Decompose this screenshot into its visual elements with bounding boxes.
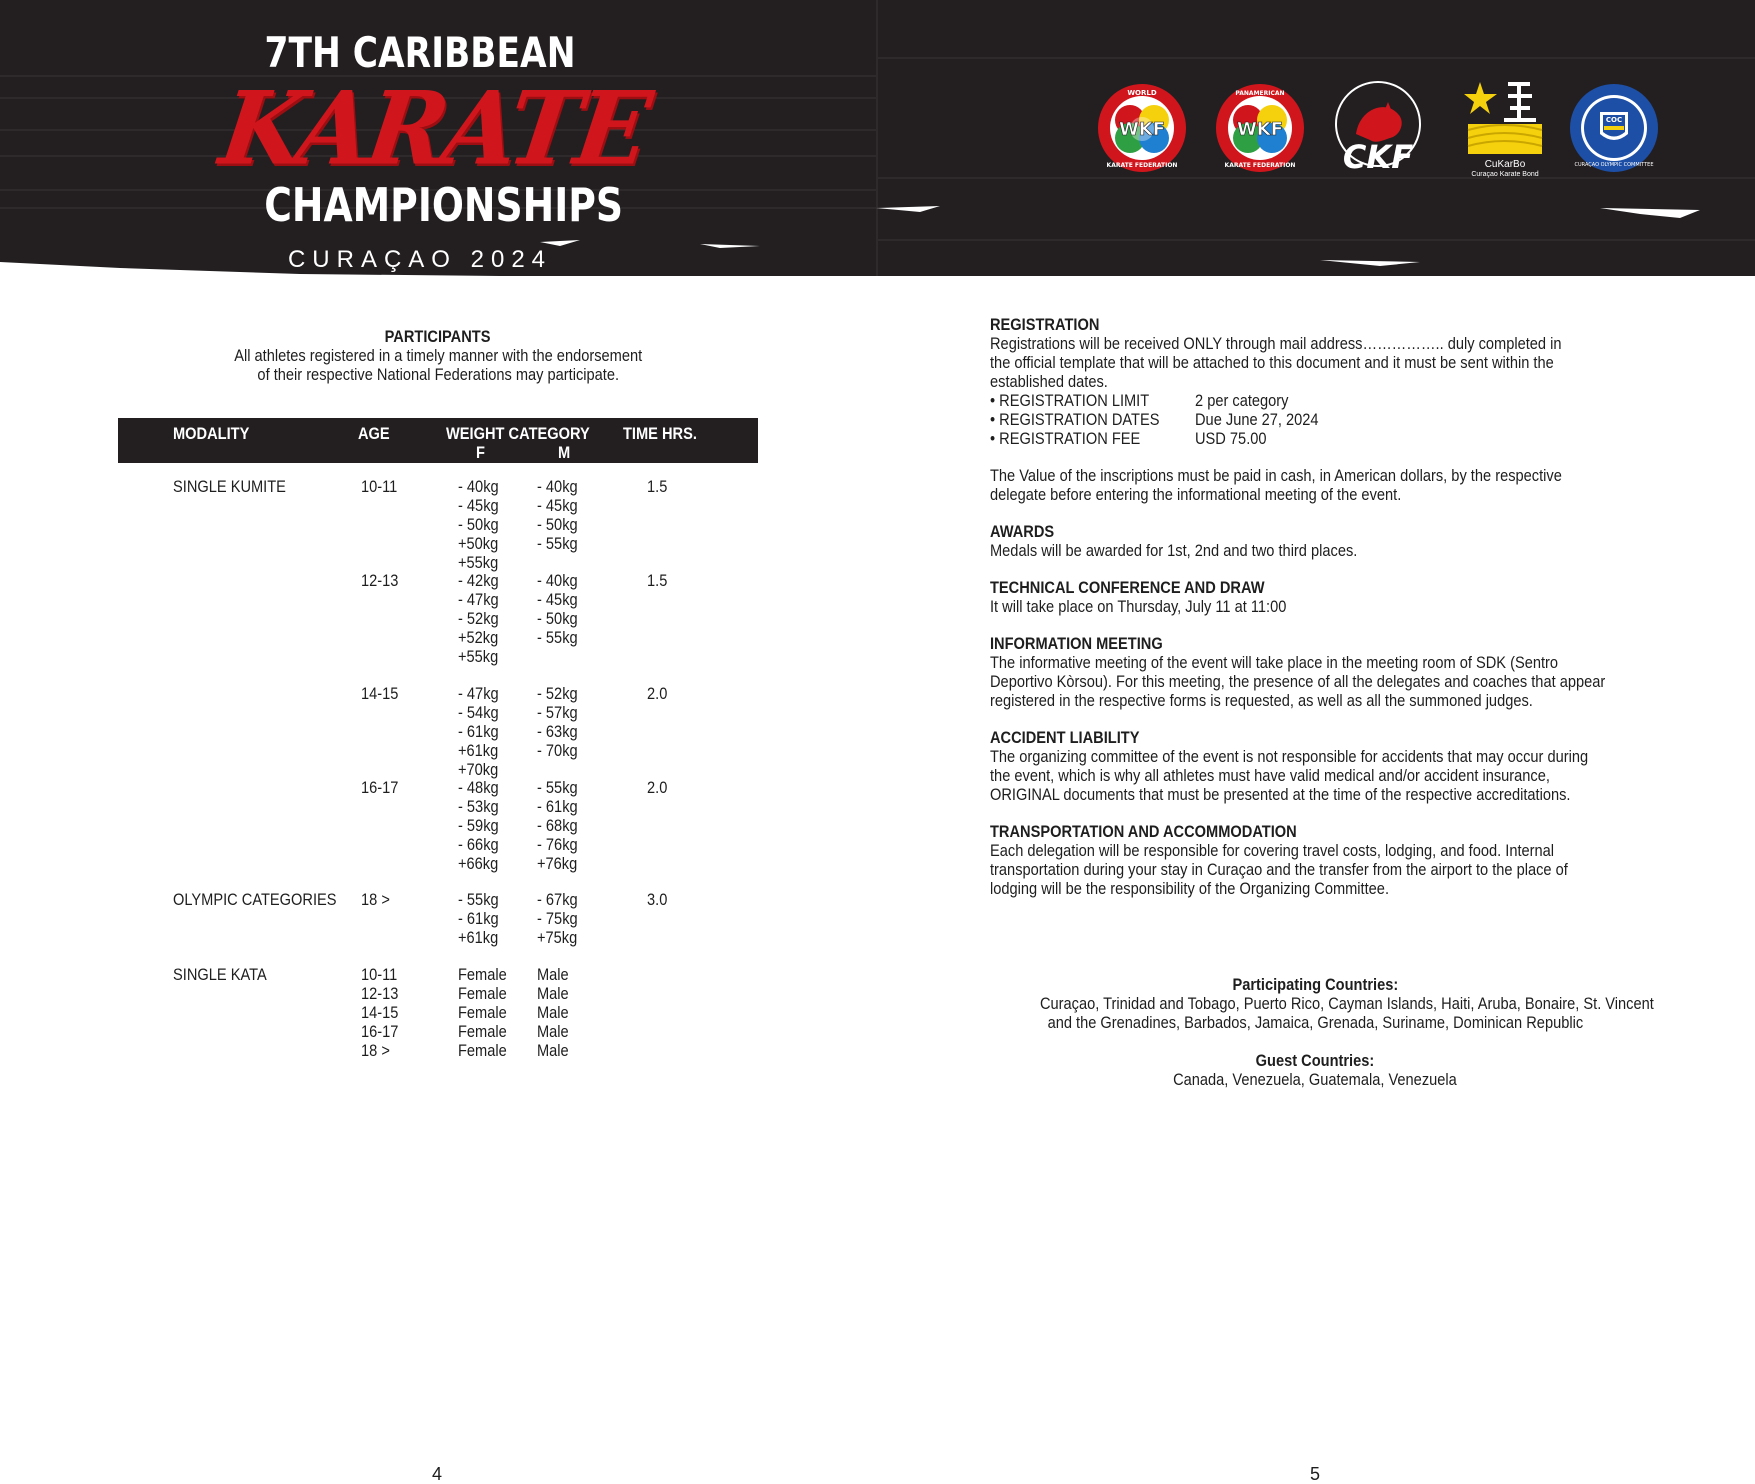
cell-age (361, 477, 403, 496)
cell-weight-f-value: - 61kg (458, 722, 499, 741)
cell-age-value: 18 > (361, 890, 390, 909)
cell-weight-f-value: - 48kg (458, 778, 499, 797)
cell-weight-m-value: Male (537, 965, 569, 984)
registration-dates-label: • REGISTRATION DATES (990, 410, 1160, 429)
participating-text-line: Curaçao, Trinidad and Tobago, Puerto Rico, Cayman Islands, Haiti, Aruba, Bonaire, St. Vincent (1039, 994, 1654, 1013)
cell-time (647, 571, 671, 590)
cell-modality (173, 965, 282, 984)
cell-weight-m-value: Male (537, 1041, 569, 1060)
transport-text-line: Each delegation will be responsible for covering travel costs, lodging, and food. Internal (990, 841, 1555, 860)
curacao-olympic-logo-icon (1568, 82, 1660, 174)
conference-section (990, 578, 1640, 616)
cell-weight-m-value: - 57kg (537, 703, 578, 722)
svg-text:KARATE FEDERATION: KARATE FEDERATION (1224, 162, 1296, 169)
table-header (118, 418, 758, 463)
registration-section (990, 315, 1640, 448)
cell-weight-m-value: - 70kg (537, 741, 578, 760)
cell-weight-m (537, 571, 584, 647)
cell-time (647, 890, 671, 909)
title-karate: KARATE (213, 69, 654, 188)
cell-age-value: 10-11 (361, 477, 398, 496)
svg-text:Curaçao Karate Bond: Curaçao Karate Bond (1471, 171, 1539, 178)
page-number-left: 4 (432, 1464, 443, 1484)
registration-limit-value: 2 per category (1195, 391, 1289, 410)
registration-text-line: the official template that will be attached to this document and it must be sent within the (990, 353, 1554, 372)
cell-weight-f-value: +55kg (458, 647, 499, 666)
cell-age (361, 965, 404, 1060)
cell-modality-value: OLYMPIC CATEGORIES (173, 890, 337, 909)
cell-weight-f-value: +61kg (458, 741, 499, 760)
cell-weight-f-value: +70kg (458, 760, 499, 779)
cell-weight-m-value: - 68kg (537, 816, 578, 835)
cell-weight-m-value: - 52kg (537, 684, 578, 703)
cell-weight-f-value: Female (458, 1003, 507, 1022)
transport-text-line: transportation during your stay in Curaçao and the transfer from the airport to the place of (990, 860, 1568, 879)
cell-age-value: 12-13 (361, 571, 399, 590)
cell-modality-value: SINGLE KUMITE (173, 477, 286, 496)
awards-title: AWARDS (990, 522, 1055, 541)
header-banner (0, 0, 1755, 285)
cell-weight-m (537, 965, 574, 1060)
cell-weight-f-value: - 54kg (458, 703, 499, 722)
cell-weight-f-value: - 50kg (458, 515, 499, 534)
cell-weight-f-value: +55kg (458, 553, 499, 572)
cell-time-value: 1.5 (647, 571, 668, 590)
event-title (213, 28, 654, 273)
wkf-world-logo-icon (1096, 82, 1188, 174)
cell-weight-m-value: - 67kg (537, 890, 578, 909)
countries-section (990, 975, 1654, 1089)
cell-age-value: 10-11 (361, 965, 398, 984)
cell-weight-f-value: - 59kg (458, 816, 499, 835)
cell-weight-m-value: +75kg (537, 928, 578, 947)
cell-weight-m-value: - 55kg (537, 628, 578, 647)
svg-text:CURAÇAO OLYMPIC COMMITTEE: CURAÇAO OLYMPIC COMMITTEE (1574, 162, 1654, 168)
cell-weight-f (458, 778, 505, 873)
cell-weight-m-value: - 50kg (537, 515, 578, 534)
cell-weight-m-value: - 50kg (537, 609, 578, 628)
cell-age-value: 16-17 (361, 1022, 399, 1041)
cell-weight-f (458, 571, 505, 666)
cell-weight-f-value: - 47kg (458, 684, 499, 703)
svg-text:COC: COC (1605, 116, 1623, 124)
svg-text:WKF: WKF (1236, 119, 1284, 140)
cell-age-value: 14-15 (361, 684, 399, 703)
svg-text:CKF: CKF (1342, 138, 1414, 176)
cell-time (647, 477, 671, 496)
cell-weight-f-value: +66kg (458, 854, 499, 873)
cell-age (361, 684, 404, 703)
registration-fee-label: • REGISTRATION FEE (990, 429, 1141, 448)
cell-weight-f-value: +61kg (458, 928, 499, 947)
cell-age-value: 12-13 (361, 984, 399, 1003)
fee-text-line: delegate before entering the informational meeting of the event. (990, 485, 1402, 504)
cell-weight-f-value: - 53kg (458, 797, 499, 816)
svg-text:WORLD: WORLD (1127, 89, 1157, 97)
cukarbo-logo-icon (1464, 78, 1546, 178)
fee-section (990, 466, 1640, 504)
cell-age (361, 890, 395, 909)
transport-section (990, 822, 1640, 898)
registration-limit-label: • REGISTRATION LIMIT (990, 391, 1150, 410)
cell-weight-m-value: - 55kg (537, 534, 578, 553)
cell-weight-m-value: - 61kg (537, 797, 578, 816)
participants-title: PARTICIPANTS (385, 327, 491, 346)
liability-text-line: the event, which is why all athletes must have valid medical and/or accident insurance, (990, 766, 1550, 785)
guest-text: Canada, Venezuela, Guatemala, Venezuela (1173, 1070, 1457, 1089)
meeting-text-line: registered in the respective forms is requested, as well as all the summoned judges. (990, 691, 1533, 710)
registration-title: REGISTRATION (990, 315, 1100, 334)
liability-text-line: ORIGINAL documents that must be presented at the time of the respective accreditations. (990, 785, 1571, 804)
cell-weight-m-value: +76kg (537, 854, 578, 873)
cell-weight-m (537, 778, 584, 873)
cell-weight-f-value: - 61kg (458, 909, 499, 928)
cell-weight-f-value: +52kg (458, 628, 499, 647)
cell-weight-m (537, 890, 584, 947)
cell-age-value: 14-15 (361, 1003, 399, 1022)
header-modality: MODALITY (173, 424, 250, 443)
registration-fee-row (990, 429, 1640, 448)
cell-weight-f-value: - 55kg (458, 890, 499, 909)
cell-weight-f-value: - 45kg (458, 496, 499, 515)
cell-weight-f (458, 890, 505, 947)
cell-age (361, 778, 404, 797)
conference-title: TECHNICAL CONFERENCE AND DRAW (990, 578, 1265, 597)
cell-weight-m-value: Male (537, 1022, 569, 1041)
cell-weight-m-value: - 63kg (537, 722, 578, 741)
participants-text-2: of their respective National Federations may participate. (257, 365, 619, 384)
cell-weight-f-value: +50kg (458, 534, 499, 553)
title-line-1: 7TH CARIBBEAN (264, 28, 576, 77)
transport-title: TRANSPORTATION AND ACCOMMODATION (990, 822, 1297, 841)
wkf-panamerican-logo-icon (1214, 82, 1306, 174)
wkf-world-center: WKF (1118, 119, 1166, 140)
cell-age (361, 571, 404, 590)
svg-text:KARATE FEDERATION: KARATE FEDERATION (1106, 162, 1178, 169)
ckf-logo-icon (1326, 78, 1430, 178)
registration-fee-value: USD 75.00 (1195, 429, 1267, 448)
awards-section (990, 522, 1640, 560)
cell-weight-f (458, 684, 505, 779)
cell-weight-m-value: - 45kg (537, 496, 578, 515)
cell-modality (173, 890, 363, 909)
cell-weight-f-value: - 66kg (458, 835, 499, 854)
registration-dates-value: Due June 27, 2024 (1195, 410, 1319, 429)
liability-text-line: The organizing committee of the event is not responsible for accidents that may occur during (990, 747, 1589, 766)
cell-weight-m-value: - 40kg (537, 477, 578, 496)
header-age: AGE (358, 424, 390, 443)
cell-weight-f-value: - 52kg (458, 609, 499, 628)
cell-weight-f-value: Female (458, 1022, 507, 1041)
cell-weight-m (537, 477, 584, 553)
cell-weight-f-value: - 42kg (458, 571, 499, 590)
cell-time-value: 3.0 (647, 890, 668, 909)
meeting-text-line: The informative meeting of the event will take place in the meeting room of SDK (Sentro (990, 653, 1559, 672)
cell-weight-m-value: - 55kg (537, 778, 578, 797)
cell-weight-f (458, 477, 505, 572)
right-content (990, 315, 1640, 916)
cell-weight-f-value: Female (458, 965, 507, 984)
cell-weight-m (537, 684, 584, 760)
cell-modality-value: SINGLE KATA (173, 965, 267, 984)
cell-modality (173, 477, 304, 496)
liability-title: ACCIDENT LIABILITY (990, 728, 1140, 747)
registration-dates-row (990, 410, 1640, 429)
svg-text:CuKarBo: CuKarBo (1484, 159, 1526, 170)
meeting-title: INFORMATION MEETING (990, 634, 1163, 653)
cell-weight-m-value: - 45kg (537, 590, 578, 609)
page-number-right: 5 (1310, 1464, 1321, 1484)
header-weight: WEIGHT CATEGORY (446, 424, 590, 443)
awards-text: Medals will be awarded for 1st, 2nd and two third places. (990, 541, 1358, 560)
cell-time (647, 778, 671, 797)
header-time: TIME HRS. (623, 424, 697, 443)
cell-time (647, 684, 671, 703)
cell-weight-m-value: - 75kg (537, 909, 578, 928)
cell-weight-m-value: Male (537, 1003, 569, 1022)
title-line-3: CHAMPIONSHIPS (264, 178, 624, 232)
fee-text-line: The Value of the inscriptions must be paid in cash, in American dollars, by the respective (990, 466, 1562, 485)
cell-time-value: 1.5 (647, 477, 668, 496)
meeting-text-line: Deportivo Kòrsou). For this meeting, the presence of all the delegates and coaches that appear (990, 672, 1606, 691)
participants-text-1: All athletes registered in a timely manner with the endorsement (234, 346, 642, 365)
svg-text:PANAMERICAN: PANAMERICAN (1235, 90, 1285, 97)
cell-weight-f-value: - 40kg (458, 477, 499, 496)
cell-weight-f (458, 965, 515, 1060)
cell-age-value: 16-17 (361, 778, 399, 797)
meeting-section (990, 634, 1640, 710)
cell-weight-f-value: Female (458, 1041, 507, 1060)
cell-weight-m-value: - 40kg (537, 571, 578, 590)
cell-weight-m-value: - 76kg (537, 835, 578, 854)
cell-age-value: 18 > (361, 1041, 390, 1060)
cell-weight-f-value: - 47kg (458, 590, 499, 609)
participating-title: Participating Countries: (1232, 975, 1398, 994)
participating-text-line: and the Grenadines, Barbados, Jamaica, Grenada, Suriname, Dominican Republic (1047, 1013, 1583, 1032)
registration-text-line: Registrations will be received ONLY through mail address…………….. duly completed in (990, 334, 1562, 353)
cell-weight-m-value: Male (537, 984, 569, 1003)
cell-time-value: 2.0 (647, 684, 668, 703)
cell-time-value: 2.0 (647, 778, 668, 797)
participants-section (118, 327, 758, 384)
registration-limit-row (990, 391, 1640, 410)
liability-section (990, 728, 1640, 804)
conference-text: It will take place on Thursday, July 11 at 11:00 (990, 597, 1287, 616)
transport-text-line: lodging will be the responsibility of the Organizing Committee. (990, 879, 1390, 898)
header-m: M (558, 443, 571, 462)
guest-title: Guest Countries: (1255, 1051, 1375, 1070)
registration-text-line: established dates. (990, 372, 1108, 391)
title-line-4: CURAÇAO 2024 (287, 246, 553, 273)
header-f: F (476, 443, 485, 462)
cell-weight-f-value: Female (458, 984, 507, 1003)
